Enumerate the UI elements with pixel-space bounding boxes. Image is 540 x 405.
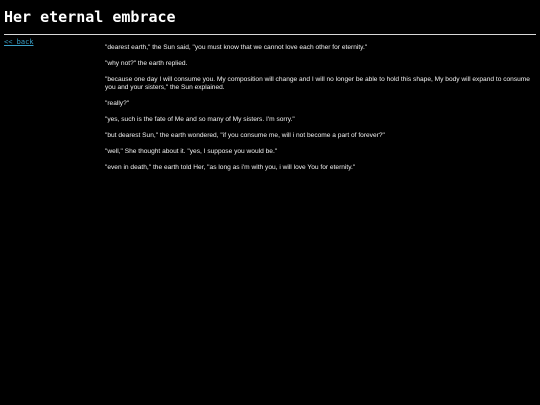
story-paragraph: "yes, such is the fate of Me and so many of My sisters. I'm sorry." (105, 116, 295, 123)
story-paragraph: "really?" (105, 100, 130, 107)
page-title: Her eternal embrace (4, 8, 176, 26)
story-paragraph: "why not?" the earth replied. (105, 60, 188, 67)
story-paragraph: "because one day I will consume you. My composition will change and I will no longer be able to hold this shape, My body will expand to consume you and your sisters," the Sun explained. (105, 76, 530, 91)
story-paragraph: "dearest earth," the Sun said, "you must know that we cannot love each other for eternity." (105, 44, 368, 51)
header-divider (4, 34, 536, 35)
story-paragraph: "but dearest Sun," the earth wondered, "if you consume me, will i not become a part of forever?" (105, 132, 385, 139)
back-link[interactable]: << back (4, 38, 34, 46)
story-paragraph: "well," She thought about it. "yes, I suppose you would be." (105, 148, 278, 155)
story-text (105, 44, 533, 180)
story-paragraph: "even in death," the earth told Her, "as long as i'm with you, i will love You for eternity." (105, 164, 356, 171)
